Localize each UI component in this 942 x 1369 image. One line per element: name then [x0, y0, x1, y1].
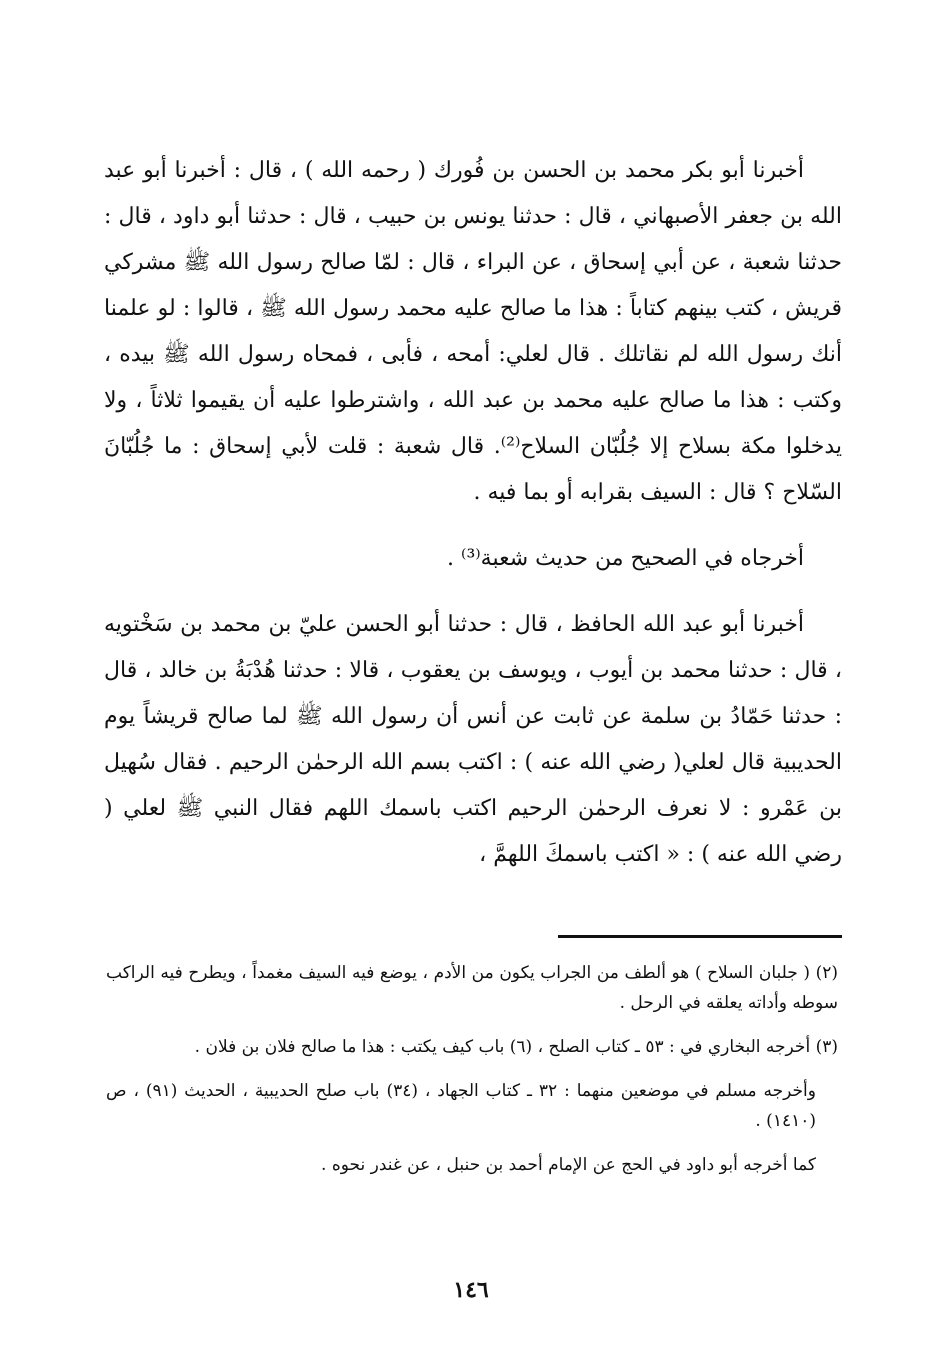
footnote-2: (٢) ( جلبان السلاح ) هو ألطف من الجراب يكون من الأدم ، يوضع فيه السيف مغمداً ، ويطرح فيه الراكب سوطه وأداته يعلقه في الرحل .: [106, 963, 838, 1013]
footnote-divider: [558, 935, 842, 938]
footnote-3: (٣) أخرجه البخاري في : ٥٣ ـ كتاب الصلح ، (٦) باب كيف يكتب : هذا ما صالح فلان بن فلان .: [194, 1037, 838, 1057]
paragraph-attribution: أخرجاه في الصحيح من حديث شعبة⁽³⁾ .: [447, 546, 804, 571]
footnote-3-muslim: وأخرجه مسلم في موضعين منهما : ٣٢ ـ كتاب الجهاد ، (٣٤) باب صلح الحديبية ، الحديث (٩١) ، ص (١٤١٠) .: [106, 1081, 816, 1131]
footnote-3-abu-dawud: كما أخرجه أبو داود في الحج عن الإمام أحمد بن حنبل ، عن غندر نحوه .: [321, 1155, 816, 1175]
paragraph-spacer: [104, 516, 842, 536]
paragraph-hadith-1: أخبرنا أبو بكر محمد بن الحسن بن فُورك ( رحمه الله ) ، قال : أخبرنا أبو عبد الله بن جعفر الأصبهاني ، قال : حدثنا يونس بن حبيب ، قال : حدثنا أبو داود ، قال : حدثنا شعبة ، عن أبي إسحاق ، عن البراء ، قال : لمّا صالح رسول الله ﷺ مشركي قريش ، كتب بينهم كتاباً : هذا ما صالح عليه محمد رسول الله ﷺ ، قالوا : لو علمنا أنك رسول الله لم نقاتلك . قال لعلي: أمحه ، فأبى ، فمحاه رسول الله ﷺ بيده ، وكتب : هذا ما صالح عليه محمد بن عبد الله ، واشترطوا عليه أن يقيموا ثلاثاً ، ولا يدخلوا مكة بسلاح إلا جُلُبّان السلاح⁽²⁾. قال شعبة : قلت لأبي إسحاق : ما جُلُبّانَ السّلاح ؟ قال : السيف بقرابه أو بما فيه .: [104, 158, 843, 505]
main-text: [104, 148, 842, 878]
page-number: ١٤٦: [453, 1277, 489, 1303]
paragraph-hadith-2: أخبرنا أبو عبد الله الحافظ ، قال : حدثنا أبو الحسن عليّ بن محمد بن سَخْتويه ، قال : حدثنا محمد بن أيوب ، ويوسف بن يعقوب ، قالا : حدثنا هُدْبَةُ بن خالد ، قال : حدثنا حَمّادُ بن سلمة عن ثابت عن أنس أن رسول الله ﷺ لما صالح قريشاً يوم الحديبية قال لعلي( رضي الله عنه ) : اكتب بسم الله الرحمٰن الرحيم . فقال سُهيل بن عَمْرو : لا نعرف الرحمٰن الرحيم اكتب باسمك اللهم فقال النبي ﷺ لعلي ( رضي الله عنه ) : « اكتب باسمكَ اللهمَّ ،: [104, 612, 842, 867]
footnotes: [106, 958, 838, 1194]
paragraph-spacer: [104, 582, 842, 602]
